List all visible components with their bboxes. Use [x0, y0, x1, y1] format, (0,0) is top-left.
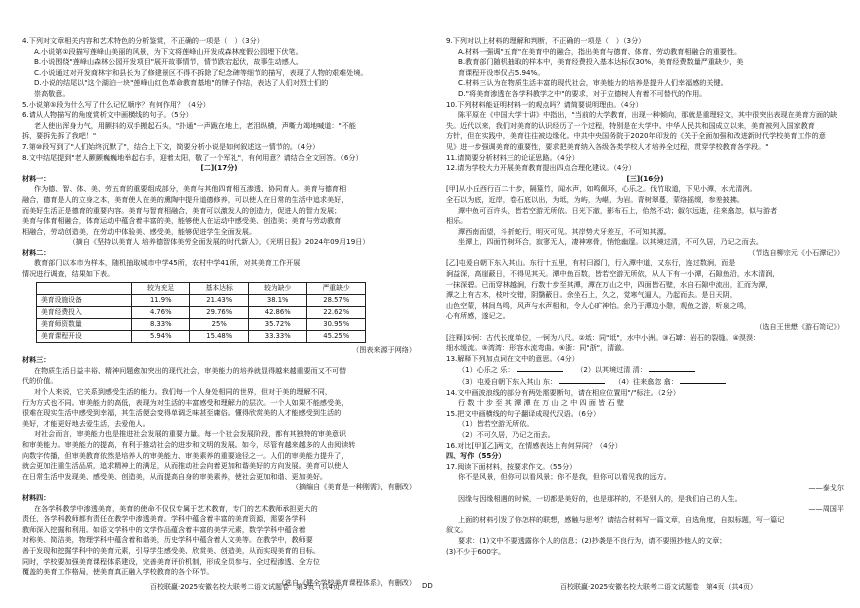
- answer-blank[interactable]: [649, 364, 695, 372]
- q13-item-3-label: 东：: [542, 377, 557, 386]
- material-3-line: 对个人来说，它关系到感受生活的能力。我们每一个人身处相同的世界，但对于美的理解不同，: [34, 387, 332, 397]
- q17-author: ——泰戈尔: [808, 482, 844, 492]
- q4-option-d-cont: 崇高敬意。: [34, 88, 70, 98]
- passage-jia-line: 潭中鱼可百许头，皆若空游无所依。日光下澈，影布石上，佁然不动；俶尔远逝，往来翕忽，似与游者: [458, 205, 778, 215]
- table-header-cell: 较为缺少: [248, 282, 306, 294]
- material-4-line: 责任，各学科教师都有责任在教学中渗透美育。学科中蕴含着丰富的美育资源，需要各学科: [22, 514, 306, 524]
- passage-jia-line: [甲]从小丘西行百二十步，隔篁竹，闻水声，如鸣佩环，心乐之。伐竹取道，下见小潭，水尤清冽。: [446, 184, 757, 194]
- material-3-line: 向数字传播，但审美教育依然是培养人的审美能力、审美素养的重要途径之一。人们的审美能力提升了，: [22, 450, 349, 460]
- question-13: 13.解释下列加点词在文中的意思。（4分）: [446, 353, 579, 363]
- q10-quote-line: 陈平原在《中国大学十讲》中指出，"当前的大学教育，出现一种倾向，那就是重理轻文，其中很突出表现在美育方面的缺: [458, 110, 838, 120]
- passage-jia-line: 相乐。: [446, 216, 468, 226]
- material-4-line: 善于发现和挖掘学科中的美育元素，引导学生感受美、欣赏美、创造美，从而实现美育的目标。: [22, 545, 320, 555]
- question-14: 14.文中画波浪线的部分有两处需要断句，请在相应位置用"/"标注。（2分）: [446, 387, 680, 397]
- material-1-source: （摘自《坚持以美育人 培养德智体美劳全面发展的时代新人》，《光明日报》2024年09月19日）: [68, 237, 370, 247]
- q4-option-c: C.小说通过对开发商林宇和县长为了修建景区不得不拆除了纪念碑等细节的描写，表现了人物的艰难处境。: [34, 67, 368, 77]
- question-12: 12.请为学校大力开展美育教育提出四点合理化建议。（4分）: [446, 163, 636, 173]
- table-cell: 15.48%: [190, 330, 248, 342]
- material-4-label: 材料四：: [22, 492, 51, 502]
- material-3-line: 代的价值。: [22, 376, 58, 386]
- q17-quote-2: 因缘与因缘相遇的时候，一切都是美好的，也是那样的，不是别人的，是我们自己的人生。: [458, 493, 742, 503]
- passage-jia-line: 潭西南而望，斗折蛇行，明灭可见。其岸势犬牙差互，不可知其源。: [458, 226, 671, 236]
- q13-item-2: （2）以其境过清: [576, 365, 631, 375]
- table-cell: 22.62%: [307, 306, 366, 318]
- material-1-line: 而美好生活正是德育的重要内容。美育与智育相融合，美育可以激发人的创造力，促进人的智力发展；: [22, 205, 342, 215]
- question-17: 17.阅读下面材料，按要求作文。（55分）: [446, 461, 577, 471]
- q10-quote-line: 见》进一步强调美育的重要性，要求把美育纳入各级各类学校人才培养全过程，贯穿学校教育各学段。": [446, 141, 769, 151]
- material-4-line: 同时，学校要加强美育课程体系建设，完善美育评价机制，形成全员参与、全过程渗透、全方位: [22, 556, 320, 566]
- q15-item-1: （1）皆若空游无所依。: [458, 419, 534, 429]
- table-cell: 5.94%: [132, 330, 190, 342]
- passage-jia-source: （节选自柳宗元《小石潭记》）: [748, 247, 844, 257]
- table-source: （图表来源于网络）: [352, 344, 416, 354]
- table-cell: 38.1%: [248, 294, 306, 306]
- table-row: [37, 318, 366, 330]
- table-cell: 25%: [190, 318, 248, 330]
- q14-sentence: 行 数 十 步 至 其 潭 潭 在 万 山 之 中 四 面 皆 石 壁: [458, 398, 625, 408]
- material-2-line: 情况进行调查，结果如下表。: [22, 269, 115, 279]
- table-row: [37, 330, 366, 342]
- passage-jia-line: 全石以为底，近岸，卷石底以出，为坻，为屿，为嵁，为岩。青树翠蔓，蒙络摇缀，参差披拂。: [446, 194, 744, 204]
- q13-item-2-label: 清：: [632, 365, 647, 375]
- passage-yi-line: 山色空蒙，林间鸟鸣，风声与水声相和，令人心旷神怡。余乃于潭边小憩，观鱼之游，听泉之鸣，: [446, 300, 752, 310]
- table-cell: 美育师资数量: [37, 318, 132, 330]
- q13-item-1-label: 乐：: [500, 365, 515, 375]
- q4-option-d: D.小说的结尾以"这个湖泊一块"莲峰山红色革命教育基地"的牌子作结，表达了人们对烈士们的: [34, 78, 329, 88]
- q6-quote: 老人使出浑身力气，用颤抖的双手搬起石头，"扑通"一声跪在地上，老泪纵横，声嘶力竭地喊道："不能: [34, 120, 356, 130]
- table-header-cell: 较为充足: [132, 282, 190, 294]
- center-fold-mark: DD: [422, 582, 433, 590]
- question-6: 6.请从人物描写的角度赏析文中画横线的句子。（5分）: [22, 110, 193, 120]
- q10-quote-line: 失。近代以来，我们对美育的认识经历了一个过程，特别是在大学中。中华人民共和国成立以来，美育被列入国家教育: [446, 120, 815, 130]
- q13-items-row-2: [446, 376, 844, 388]
- material-3-line: 和审美能力。审美能力的提高，有利于推动社会的进步和文明的发展。如今，尽管有越来越多的人由阅读转: [22, 440, 356, 449]
- passage-yi-line: [乙]屯爰自朝下东入其山。东行十五里，有村曰源门，行入潭中道，又东行，连过数涧，而是: [446, 258, 736, 268]
- q10-quote-line: 方针，但在实践中，美育往往被边缘化。中共中央国务院于2020年印发的《关于全面加强和改进新时代学校美育工作的意: [446, 131, 826, 141]
- q17-prompt-line: 上面的材料引发了你怎样的联想，感触与思考？请结合材料写一篇文章，自选角度，自拟标题，写一篇记: [458, 514, 785, 524]
- right-column: [446, 36, 844, 576]
- q17-quote: 你不是风景，但你可以看风景；你不是我，但你可以看见我的远方。: [458, 472, 671, 482]
- page-footer-right: 百校联赢·2025安徽名校大联考二语文试题卷 第4页（共4页）: [560, 583, 757, 591]
- material-1-line: 美育与体育相融合，体育运动中蕴含着丰富的美，能够使人在运动中感受美、创造美；美育与劳动教育: [22, 216, 342, 226]
- page-footer-left: 百校联赢·2025安徽名校大联考二语文试题卷 第3页（共4页）: [150, 583, 347, 591]
- passage-jia-line: 坐潭上，四面竹树环合，寂寥无人，凄神寒骨，悄怆幽邃。以其境过清，不可久居，乃记之而去。: [458, 237, 764, 247]
- q4-option-b: B.小说围绕"莲峰山森林公园开发项目"展开故事情节，情节跌宕起伏，故事生动感人。: [34, 57, 304, 67]
- question-4: 4.下列对文章相关内容和艺术特色的分析鉴赏，不正确的一项是（ ）（3分）: [22, 36, 264, 45]
- answer-blank[interactable]: [559, 376, 605, 384]
- table-header-cell: 严重缺少: [307, 282, 366, 294]
- passage-yi-line: 涧益深，高崖蔽日，不得见其天。潭中鱼百数，皆若空游无所依，从人下有一小潭，石隙鱼沿，水木清润，: [446, 269, 780, 279]
- material-2-label: 材料二：: [22, 247, 51, 257]
- table-cell: 45.25%: [307, 330, 366, 342]
- material-1-line: 作为德、智、体、美、劳五育的重要组成部分，美育与其他四育相互渗透、协同育人。美育与德育相: [34, 184, 347, 194]
- q13-items-row-1: [446, 364, 844, 376]
- material-3-line: 在日常生活中发现美、感受美、创造美，从而提高自身的审美素养，使社会更加和谐、更加美好。: [22, 471, 328, 481]
- material-1-line: 融合，德育是人的立身之本，美育使人在美的熏陶中提升道德修养，可以使人在日常的生活中追求美好，: [22, 194, 349, 204]
- table-cell: 28.57%: [307, 294, 366, 306]
- question-5: 5.小说第⑤段为什么写了什么记忆顺序？有何作用？（4分）: [22, 99, 210, 109]
- annotation-line: 细水缓流。⑤湾湾：形容水流弯曲。⑥浙：同"浙"，清澈。: [446, 343, 629, 353]
- q9-option-a: A.材料一强调"五育"在美育中的融合，指出美育与德育、体育、劳动教育相融合的重要性。: [458, 46, 742, 56]
- question-10: 10.下列材料能证明材料一的观点吗？请简要说明理由。（4分）: [446, 99, 643, 109]
- material-1-line: 相融合，劳动创造美，在劳动中体验美、感受美，能够促进学生全面发展。: [22, 226, 257, 236]
- q13-item-3: （3）屯爰自朝下东入其山: [458, 377, 541, 386]
- passage-yi-line: 一抹深碧。已而穿林越涧，行数十步至其潭，潭在万山之中，四面皆石壁，水自石隙中流出，汇而为潭，: [446, 279, 773, 289]
- material-3-line: 就会更加注重生活品质，追求精神上的满足，从而推动社会向着更加和谐美好的方向发展。美育可以使人: [22, 461, 349, 471]
- q13-item-1: （1）心乐之: [458, 365, 498, 375]
- material-4-line: 覆盖的美育工作格局，使美育真正融入学校教育的各个环节。: [22, 567, 214, 577]
- q17-prompt-line: (3)不少于600字。: [446, 546, 506, 556]
- q9-option-b-cont: 育课程开设率仅占5.94%。: [458, 67, 545, 77]
- section-heading-3: [三](16分): [626, 173, 664, 183]
- q17-author-2: ——周国平: [808, 504, 844, 514]
- question-8: 8.文中结尾提到"老人颤颤巍巍地举起右手，迎着太阳，敬了一个军礼"，有何用意？请结合全文回答。（6分）: [22, 152, 363, 162]
- table-row: [37, 294, 366, 306]
- material-3-line: 行为方式也不同。审美能力的高低，表现为对生活的丰富感受和理解力的层次。一个人如果不能感受美，: [22, 397, 349, 407]
- table-cell: 11.9%: [132, 294, 190, 306]
- material-4-line: 教师深入挖掘和利用。如语文学科中的文学作品蕴含着丰富的美学元素，数学学科中蕴含着: [22, 524, 306, 534]
- material-3-label: 材料三：: [22, 355, 51, 365]
- table-cell: 29.76%: [190, 306, 248, 318]
- q13-item-4-label: 翕：: [663, 377, 678, 386]
- question-7: 7.第⑩段写到了"人们始终沉默了"，结合上下文，简要分析小说是如何叙述这一情节的。（4分）: [22, 141, 320, 151]
- q6-quote-cont: 拆，要拆先拆了我吧！": [22, 131, 97, 141]
- table-cell: 42.86%: [248, 306, 306, 318]
- question-11: 11.请简要分析材料三的论证思路。（4分）: [446, 152, 579, 162]
- table-header-cell: 基本达标: [190, 282, 248, 294]
- material-3-line: 很难在现实生活中感受到幸福，其生活便会变得单调乏味甚至庸俗。懂得欣赏美的人才能感受到生活的: [22, 408, 342, 418]
- table-cell: 33.33%: [248, 330, 306, 342]
- section-heading-4: 四、写作（55分）: [446, 451, 506, 461]
- table-header-cell: [37, 282, 132, 294]
- table-cell: 美育课程开设: [37, 330, 132, 342]
- table-cell: 8.33%: [132, 318, 190, 330]
- material-4-line: 对称美、简洁美，物理学科中蕴含着和谐美，历史学科中蕴含着人文美等。在教学中，教师要: [22, 535, 313, 545]
- material-3-source: （摘编自《美育是一种刚需》，有删改）: [291, 482, 416, 492]
- answer-blank[interactable]: [680, 376, 726, 384]
- passage-yi-line: 心有所感，遂记之。: [446, 311, 510, 321]
- q9-option-d: D."将美育渗透在各学科教学之中"的要求，对于立德树人有着不可替代的作用。: [458, 88, 707, 98]
- material-3-line: 对社会而言，审美能力也是推进社会发展的重要力量。每一个社会发展阶段，都有其独特的审美意识: [34, 429, 347, 439]
- passage-yi-source: （选自王世懋《游石笥记》）: [755, 322, 844, 332]
- material-4-source: （选自《健全学校美育课程体系》，有删改）: [277, 577, 416, 587]
- passage-yi-line: 潭之上有古木，枝叶交错，阴翳蔽日。余坐石上，久之，觉寒气逼人，乃起而去。是日天阴，: [446, 290, 737, 300]
- survey-table: [36, 282, 366, 343]
- q17-prompt-line: 叙文。: [446, 525, 468, 535]
- q17-prompt-line: 要求：(1)文中不要透露你个人的信息；(2)抄袭是不良行为，请不要照抄他人的文章；: [458, 535, 727, 545]
- answer-blank[interactable]: [517, 364, 563, 372]
- q15-item-2: （2）不可久居，乃记之而去。: [458, 429, 555, 439]
- question-16: 16.对比[甲][乙]两文，在情感表达上有何异同？（4分）: [446, 440, 622, 450]
- material-2-line: 教育部门以本市为样本，随机抽取城市中学45所，农村中学41所，对其美育工作开展: [34, 258, 301, 268]
- material-3-line: 在物质生活日益丰裕、精神问题愈加突出的现代社会，审美能力的培养就显得越来越重要而又不可替: [34, 365, 347, 375]
- material-4-line: 在各学科教学中渗透美育，美育的使命不仅仅专属于艺术教育，专门的艺术教师承担更大的: [34, 503, 318, 513]
- table-cell: 4.76%: [132, 306, 190, 318]
- table-cell: 30.95%: [307, 318, 366, 330]
- table-cell: 美育设施设备: [37, 294, 132, 306]
- material-3-line: 美好，才能更好地去爱生活，去爱他人。: [22, 418, 150, 428]
- question-15: 15.把文中画横线的句子翻译成现代汉语。（6分）: [446, 408, 601, 418]
- table-header-row: [37, 282, 366, 294]
- q9-option-c: C.材料三认为在物质生活丰富的现代社会，审美能力的培养是提升人们幸福感的关键。: [458, 78, 728, 88]
- q13-item-4: （4）往来翕忽: [614, 377, 662, 386]
- table-cell: 21.43%: [190, 294, 248, 306]
- table-cell: 美育经费投入: [37, 306, 132, 318]
- survey-table-wrap: [22, 282, 416, 343]
- section-heading-2: [二](17分): [200, 163, 238, 173]
- table-row: [37, 306, 366, 318]
- table-cell: 35.72%: [248, 318, 306, 330]
- q4-option-a: A.小说第①段描写莲峰山美丽的风景，为下文将莲峰山开发成森林度假公园埋下伏笔。: [34, 46, 303, 56]
- material-1-label: 材料一：: [22, 173, 51, 183]
- q9-option-b: B.教育部门随机抽取的样本中，美育经费投入基本达标仅30%，美育经费数量严重缺少，美: [458, 57, 744, 67]
- question-9: 9.下列对以上材料的理解和判断，不正确的一项是（ ）（3分）: [446, 36, 646, 45]
- annotation-line: [注释]①钶：古代长度单位，一钶为八尺。②坻：同"坻"，水中小洲。③石罅：岩石的裂缝。④淏淏：: [446, 332, 761, 342]
